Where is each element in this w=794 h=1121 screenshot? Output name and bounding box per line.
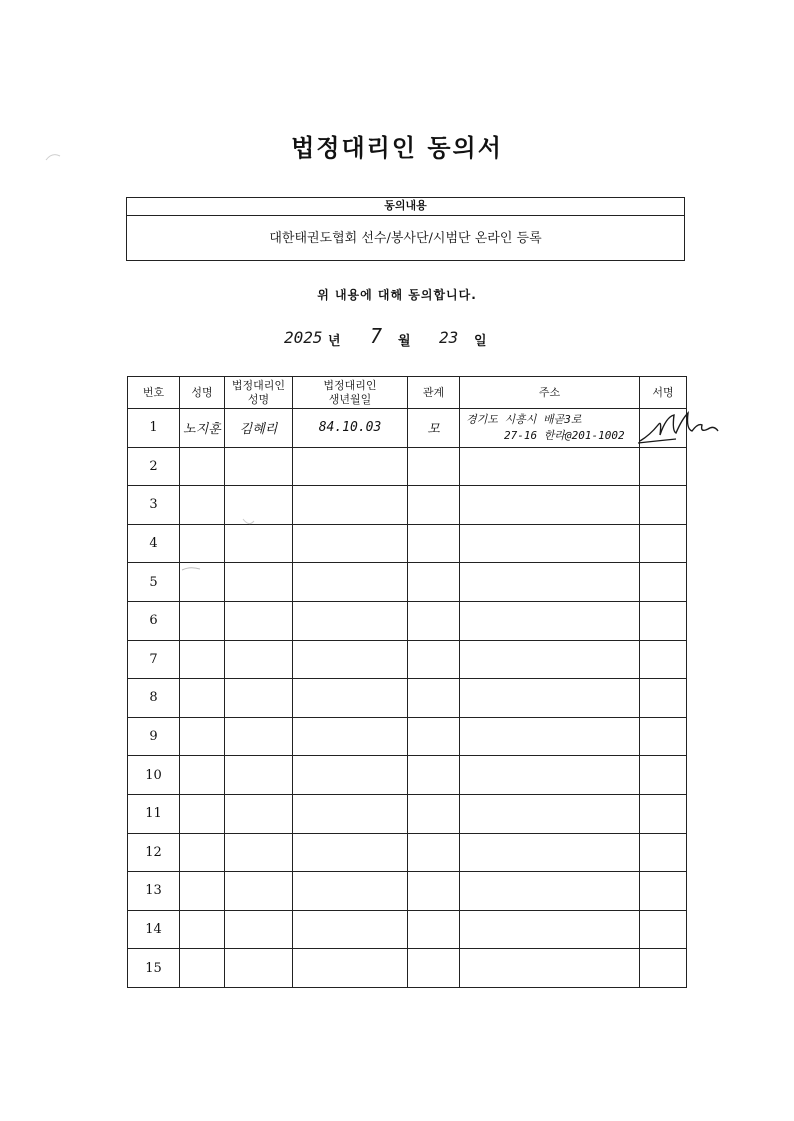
row-guardian-name	[225, 910, 293, 949]
row-guardian-name	[225, 679, 293, 718]
row-guardian-birth	[293, 833, 408, 872]
header-guardian-name: 법정대리인 성명	[225, 377, 293, 409]
row-relation	[408, 756, 460, 795]
table-row	[128, 833, 687, 872]
row-guardian-birth	[293, 679, 408, 718]
scan-speck	[44, 150, 64, 164]
row-guardian-name	[225, 447, 293, 486]
row-relation	[408, 563, 460, 602]
consent-content-box	[126, 197, 685, 261]
row-number: 7	[128, 640, 180, 679]
row-signature	[640, 563, 687, 602]
row-number: 11	[128, 794, 180, 833]
row-address	[460, 486, 640, 525]
row-guardian-name	[225, 794, 293, 833]
table-row	[128, 756, 687, 795]
row-name	[180, 833, 225, 872]
row-address	[460, 717, 640, 756]
table-row	[128, 601, 687, 640]
row-number: 2	[128, 447, 180, 486]
row-guardian-birth	[293, 794, 408, 833]
row-signature	[640, 872, 687, 911]
date-month-handwritten: 7	[370, 324, 383, 348]
row-guardian-name	[225, 756, 293, 795]
table-row	[128, 563, 687, 602]
address-line-2: 27-16 한라@201-1002	[504, 429, 625, 442]
date-month-label: 월	[398, 334, 411, 349]
table-row	[128, 524, 687, 563]
row-name	[180, 872, 225, 911]
table-row	[128, 910, 687, 949]
row-number: 9	[128, 717, 180, 756]
row-number: 8	[128, 679, 180, 718]
row-guardian-birth	[293, 447, 408, 486]
row-guardian-name	[225, 717, 293, 756]
row-address	[460, 833, 640, 872]
row-relation	[408, 872, 460, 911]
row-address	[460, 447, 640, 486]
header-guardian-birth: 법정대리인 생년월일	[293, 377, 408, 409]
header-address: 주소	[460, 377, 640, 409]
row-guardian-birth	[293, 601, 408, 640]
row-guardian-name	[225, 640, 293, 679]
date-year-label: 년	[328, 334, 341, 349]
row-number: 4	[128, 524, 180, 563]
row-number: 15	[128, 949, 180, 988]
row-guardian-birth	[293, 717, 408, 756]
row-address	[460, 910, 640, 949]
row-guardian-birth	[293, 872, 408, 911]
row-address	[460, 949, 640, 988]
row-address	[460, 756, 640, 795]
row-guardian-birth	[293, 640, 408, 679]
row-signature	[640, 486, 687, 525]
row-relation	[408, 910, 460, 949]
row-guardian-birth	[293, 910, 408, 949]
table-row	[128, 447, 687, 486]
row-signature	[640, 640, 687, 679]
row-guardian-name	[225, 601, 293, 640]
row-name	[180, 679, 225, 718]
table-row	[128, 717, 687, 756]
row-signature	[640, 524, 687, 563]
date-line	[0, 322, 794, 352]
row-guardian-name	[225, 872, 293, 911]
row-relation	[408, 794, 460, 833]
row-guardian-name	[225, 524, 293, 563]
row-name	[180, 794, 225, 833]
row-name: 노지훈	[180, 409, 225, 448]
table-row	[128, 640, 687, 679]
row-signature	[640, 601, 687, 640]
row-signature	[640, 717, 687, 756]
row-number: 1	[128, 409, 180, 448]
row-signature	[640, 794, 687, 833]
row-guardian-birth	[293, 949, 408, 988]
row-signature	[640, 833, 687, 872]
guardian-table	[127, 376, 687, 988]
row-name	[180, 910, 225, 949]
row-number: 3	[128, 486, 180, 525]
date-day-handwritten: 23	[439, 328, 459, 347]
row-signature	[640, 910, 687, 949]
row-relation	[408, 486, 460, 525]
handwritten-signature	[636, 405, 726, 453]
scan-speck	[180, 564, 204, 574]
consent-content: 대한태권도협회 선수/봉사단/시범단 온라인 등록	[269, 231, 542, 246]
header-relation: 관계	[408, 377, 460, 409]
row-guardian-birth	[293, 524, 408, 563]
row-number: 6	[128, 601, 180, 640]
date-day-label: 일	[474, 334, 487, 349]
row-guardian-name	[225, 563, 293, 602]
row-address	[460, 601, 640, 640]
row-signature	[640, 756, 687, 795]
header-name: 성명	[180, 377, 225, 409]
consent-heading: 동의내용	[127, 198, 684, 216]
row-name	[180, 486, 225, 525]
row-signature	[640, 679, 687, 718]
row-number: 13	[128, 872, 180, 911]
row-name	[180, 524, 225, 563]
row-relation	[408, 524, 460, 563]
row-number: 5	[128, 563, 180, 602]
row-guardian-name	[225, 949, 293, 988]
row-signature	[640, 409, 687, 448]
table-row	[128, 794, 687, 833]
row-number: 12	[128, 833, 180, 872]
table-header-row	[128, 377, 687, 409]
row-guardian-birth	[293, 486, 408, 525]
table-row	[128, 409, 687, 448]
row-relation	[408, 949, 460, 988]
row-guardian-name	[225, 833, 293, 872]
row-guardian-name: 김혜리	[225, 409, 293, 448]
row-relation	[408, 601, 460, 640]
address-line-1: 경기도 시흥시 배곧3로	[466, 413, 582, 426]
table-row	[128, 872, 687, 911]
row-guardian-birth	[293, 563, 408, 602]
row-address	[460, 640, 640, 679]
row-relation	[408, 447, 460, 486]
row-guardian-birth: 84.10.03	[293, 409, 408, 448]
row-address	[460, 679, 640, 718]
row-relation	[408, 640, 460, 679]
row-relation	[408, 679, 460, 718]
header-signature: 서명	[640, 377, 687, 409]
scan-speck	[240, 515, 258, 529]
row-signature	[640, 949, 687, 988]
agreement-statement: 위 내용에 대해 동의합니다.	[317, 288, 477, 302]
row-relation: 모	[408, 409, 460, 448]
header-number: 번호	[128, 377, 180, 409]
row-address	[460, 409, 640, 448]
row-address	[460, 524, 640, 563]
row-address	[460, 872, 640, 911]
row-name	[180, 756, 225, 795]
row-relation	[408, 833, 460, 872]
row-address	[460, 563, 640, 602]
date-year-handwritten: 2025	[284, 328, 323, 347]
row-name	[180, 601, 225, 640]
row-name	[180, 447, 225, 486]
row-number: 10	[128, 756, 180, 795]
table-row	[128, 486, 687, 525]
row-name	[180, 949, 225, 988]
row-name	[180, 640, 225, 679]
row-guardian-name	[225, 486, 293, 525]
row-number: 14	[128, 910, 180, 949]
row-relation	[408, 717, 460, 756]
row-address	[460, 794, 640, 833]
table-row	[128, 949, 687, 988]
row-name	[180, 717, 225, 756]
document-title: 법정대리인 동의서	[291, 134, 503, 162]
row-guardian-birth	[293, 756, 408, 795]
table-row	[128, 679, 687, 718]
